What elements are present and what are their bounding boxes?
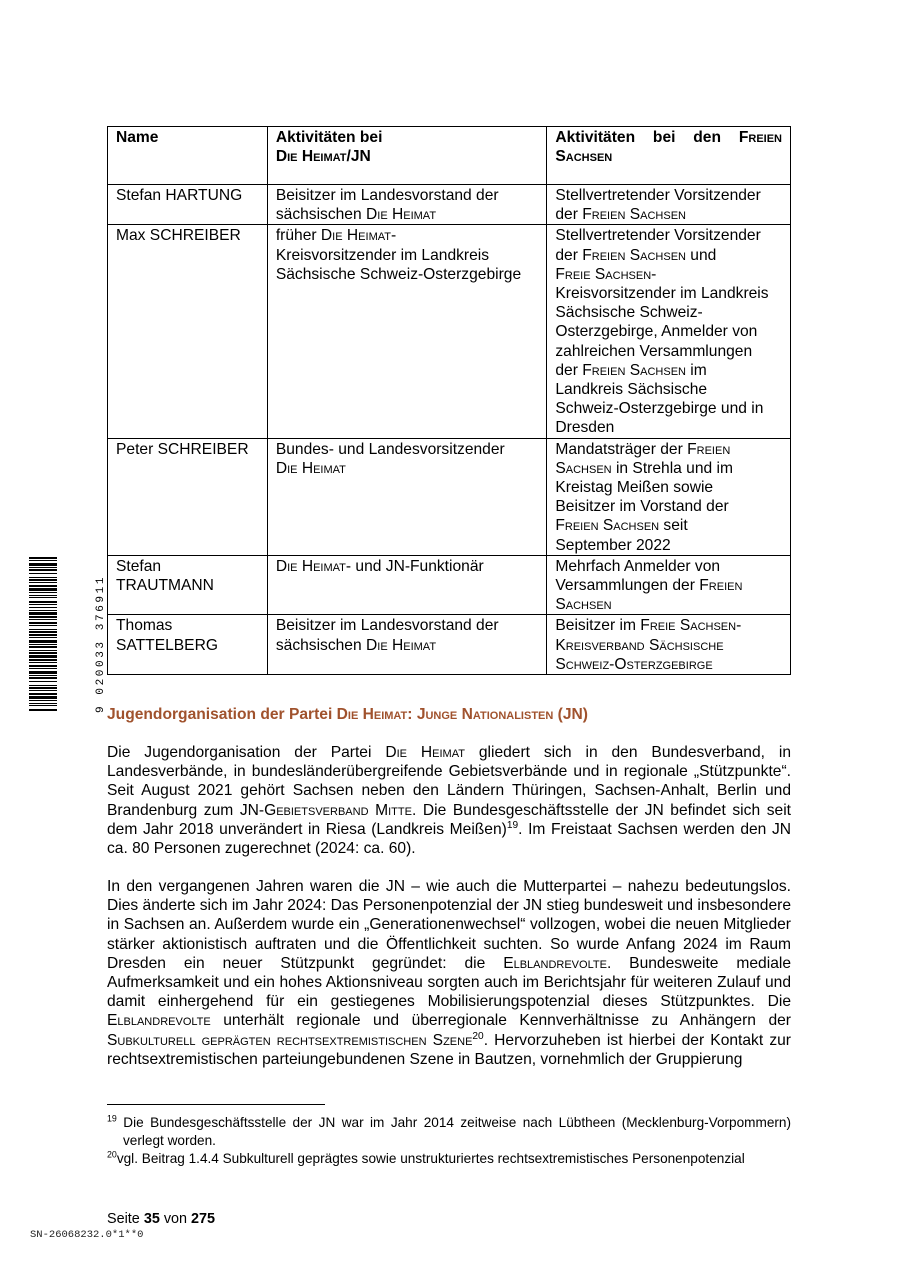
cell-heimat: Die Heimat- und JN-Funktionär xyxy=(267,555,547,615)
cell-name: Peter SCHREIBER xyxy=(108,438,268,555)
barcode-bar xyxy=(29,616,57,618)
barcode-bar xyxy=(29,700,57,701)
barcode-bar xyxy=(29,703,57,704)
barcode-bar xyxy=(29,573,57,574)
barcode-bar xyxy=(29,625,57,626)
barcode-bar xyxy=(29,665,57,667)
barcode-bar xyxy=(29,696,57,699)
header-activities-freie-sachsen: Aktivitäten bei den Freien Sachsen xyxy=(547,127,791,185)
barcode-bar xyxy=(29,592,57,593)
barcode-bar xyxy=(29,652,57,654)
barcode-bar xyxy=(29,631,57,633)
paragraph-jn-development: In den vergangenen Jahren waren die JN – wie auch die Mutterpartei – nahezu bedeutungslos. Dies änderte sich im Jahr 2024: Das Personenpotenzial der JN stieg bundesweit und insbesondere in Sachsen an. Außerdem wurde ein „Generationenwechsel“ vollzogen, wobei die neuen Mitglieder stärker aktionistisch auftraten und die Öffentlichkeit suchten. So wurde Anfang 2024 im Raum Dresden ein neuer Stützpunkt gegründet: die Elblandrevolte. Bundesweite mediale Aufmerksamkeit und ein hohes Aktionsniveau sorgten auch im Berichtsjahr für weiteren Zulauf und damit einhergehend für ein gestiegenes Mobilisierungspotenzial dieses Stützpunktes. Die Elblandrevolte unterhält regionale und überregionale Kennverhältnisse zu Anhängern der Subkulturell geprägten rechtsextremistischen Szene$^{20}$. Hervorzuheben ist hierbei der Kontakt zur rechtsextremistischen parteiungebundenen Szene in Bautzen, vornehmlich der Gruppierung xyxy=(107,878,792,1068)
barcode-bar xyxy=(29,563,57,566)
barcode-bar xyxy=(29,671,57,674)
barcode-bar xyxy=(29,640,57,643)
barcode-bar xyxy=(29,646,57,648)
table-header-row xyxy=(108,127,791,185)
cell-freie: Beisitzer im Freie Sachsen- Kreisverband Sächsische Schweiz-Osterzgebirge xyxy=(547,615,791,675)
cell-name: Thomas SATTELBERG xyxy=(108,615,268,675)
barcode-bar xyxy=(29,709,57,711)
barcode-bar xyxy=(29,582,57,583)
barcode-bar xyxy=(29,601,57,603)
barcode-bar xyxy=(29,585,57,587)
barcode-bar xyxy=(29,644,57,645)
barcode-bar xyxy=(29,687,57,689)
table-row xyxy=(108,555,791,615)
barcode-bar xyxy=(29,612,57,615)
barcode-bar xyxy=(29,668,57,669)
barcode-bar xyxy=(29,655,57,658)
barcode-bar xyxy=(29,705,57,706)
barcode-bar xyxy=(29,662,57,663)
cell-name: Max SCHREIBER xyxy=(108,225,268,438)
section-heading: Jugendorganisation der Partei Die Heimat: Junge Nationalisten (JN) xyxy=(107,706,588,723)
barcode-bar xyxy=(29,579,57,581)
footnote-separator xyxy=(107,1104,325,1105)
cell-freie: Stellvertretender Vorsitzender der Freien Sachsen xyxy=(547,185,791,225)
cell-freie: Mehrfach Anmelder von Versammlungen der Freien Sachsen xyxy=(547,555,791,615)
barcode-bars xyxy=(29,556,57,713)
cell-name: Stefan HARTUNG xyxy=(108,185,268,225)
barcode-bar xyxy=(29,659,57,661)
barcode-bar xyxy=(29,557,57,559)
barcode-bar xyxy=(29,604,57,605)
header-name: Name xyxy=(108,127,268,185)
barcode-bar xyxy=(29,577,57,578)
barcode-bar xyxy=(29,693,57,695)
barcode-bar xyxy=(29,677,57,679)
barcode-bar xyxy=(29,622,57,624)
barcode-bar xyxy=(29,681,57,682)
barcode-bar xyxy=(29,637,57,638)
cell-heimat: früher Die Heimat- Kreisvorsitzender im Landkreis Sächsische Schweiz-Osterzgebirge xyxy=(267,225,547,438)
barcode-bar xyxy=(29,650,57,651)
header-activities-heimat: Aktivitäten bei Die Heimat/JN xyxy=(267,127,547,185)
paragraph-jn-structure: Die Jugendorganisation der Partei Die Heimat gliedert sich in den Bundesverband, in Landesverbände, in bundesländerübergreifende Gebietsverbände und in regionale „Stützpunkte“. Seit August 2021 gehört Sachsen neben den Ländern Thüringen, Sachsen-Anhalt, Berlin und Brandenburg zum JN-Gebietsverband Mitte. Die Bundesgeschäftsstelle der JN befindet sich seit dem Jahr 2018 unverändert in Riesa (Landkreis Meißen)$^{19}$. Im Freistaat Sachsen werden den JN ca. 80 Personen zugerechnet (2024: ca. 60). xyxy=(107,744,792,858)
footnote-ref-19: 19 xyxy=(506,819,519,831)
footnote-20: $^{20}$vgl. Beitrag 1.4.4 Subkulturell geprägtes sowie unstrukturiertes rechtsextremistisches Personenpotenzial xyxy=(107,1149,745,1166)
barcode-bar xyxy=(29,597,57,598)
document-id: SN-26068232.0*1**0 xyxy=(30,1229,144,1241)
footnote-19: $^{19}$ Die Bundesgeschäftsstelle der JN war im Jahr 2014 zeitweise nach Lübtheen (Mecklenburg-Vorpommern) verlegt worden. xyxy=(107,1113,791,1148)
barcode-bar xyxy=(29,567,57,568)
barcode-bar xyxy=(29,569,57,571)
barcode-bar xyxy=(29,610,57,611)
cell-heimat: Beisitzer im Landesvorstand der sächsischen Die Heimat xyxy=(267,185,547,225)
barcode-bar xyxy=(29,685,57,686)
table-row xyxy=(108,185,791,225)
cell-heimat: Beisitzer im Landesvorstand der sächsischen Die Heimat xyxy=(267,615,547,675)
footnote-ref-20: 20 xyxy=(472,1030,484,1042)
barcode-bar xyxy=(29,629,57,630)
barcode-bar xyxy=(29,690,57,691)
barcode-bar xyxy=(29,560,57,561)
barcode-bar xyxy=(29,675,57,676)
cell-freie: Stellvertretender Vorsitzender der Freien Sachsen und Freie Sachsen- Kreisvorsitzender im Landkreis Sächsische Schweiz- Osterzgebirge, Anmelder von zahlreichen Versammlungen der Freien Sachsen im Landkreis Sächsische Schweiz-Osterzgebirge und in Dresden xyxy=(547,225,791,438)
barcode-bar xyxy=(29,634,57,636)
barcode xyxy=(29,556,107,713)
cell-freie: Mandatsträger der Freien Sachsen in Strehla und im Kreistag Meißen sowie Beisitzer im Vorstand der Freien Sachsen seit September 2022 xyxy=(547,438,791,555)
barcode-bar xyxy=(29,619,57,620)
cell-name: Stefan TRAUTMANN xyxy=(108,555,268,615)
table-row xyxy=(108,225,791,438)
page-number: Seite 35 von 275 xyxy=(107,1211,216,1227)
barcode-bar xyxy=(29,607,57,608)
activities-table xyxy=(107,126,791,675)
table-row xyxy=(108,615,791,675)
table-row xyxy=(108,438,791,555)
barcode-number: 9 020033 376911 xyxy=(95,574,107,713)
barcode-bar xyxy=(29,588,57,591)
cell-heimat: Bundes- und Landesvorsitzender Die Heimat xyxy=(267,438,547,555)
barcode-bar xyxy=(29,595,57,596)
